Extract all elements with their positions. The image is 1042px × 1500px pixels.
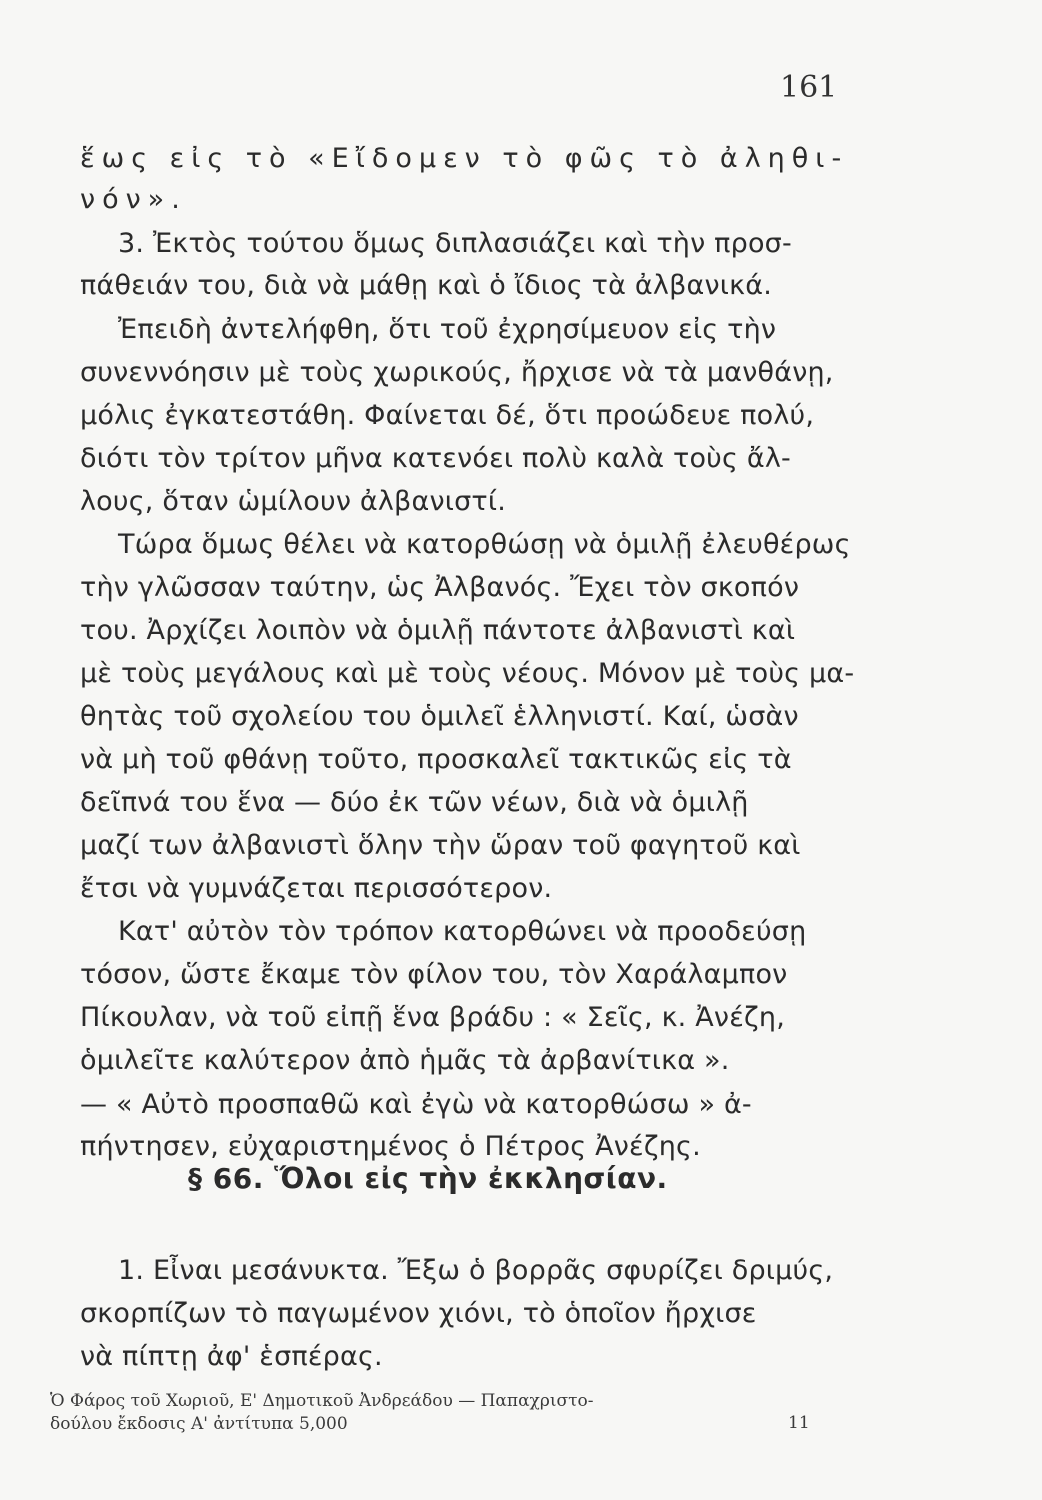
text-line: 3. Ἐκτὸς τούτου ὅμως διπλασιάζει καὶ τὴν προσ-: [118, 228, 792, 259]
text-line: τὴν γλῶσσαν ταύτην, ὡς Ἀλβανός. Ἔχει τὸν σκοπόν: [80, 572, 800, 603]
footnote-line: Ὁ Φάρος τοῦ Χωριοῦ, Ε' Δημοτικοῦ Ἀνδρεάδου — Παπαχριστο-: [50, 1391, 594, 1411]
signature-mark: 11: [788, 1413, 810, 1433]
text-line: νὰ μὴ τοῦ φθάνῃ τοῦτο, προσκαλεῖ τακτικῶς εἰς τὰ: [80, 744, 792, 775]
text-line: διότι τὸν τρίτον μῆνα κατενόει πολὺ καλὰ τοὺς ἄλ-: [80, 443, 791, 474]
text-line: Τώρα ὅμως θέλει νὰ κατορθώσῃ νὰ ὁμιλῇ ἐλευθέρως: [118, 529, 851, 560]
text-line: μὲ τοὺς μεγάλους καὶ μὲ τοὺς νέους. Μόνον μὲ τοὺς μα-: [80, 658, 855, 689]
text-line: δεῖπνά του ἕνα — δύο ἐκ τῶν νέων, διὰ νὰ ὁμιλῇ: [80, 787, 749, 818]
text-line: Πίκουλαν, νὰ τοῦ εἰπῇ ἕνα βράδυ : « Σεῖς, κ. Ἀνέζη,: [80, 1002, 785, 1033]
text-line: Κατ' αὐτὸν τὸν τρόπον κατορθώνει νὰ προοδεύσῃ: [118, 916, 807, 947]
text-line: ἔτσι νὰ γυμνάζεται περισσότερον.: [80, 873, 553, 904]
text-line: τόσον, ὥστε ἔκαμε τὸν φίλον του, τὸν Χαράλαμπον: [80, 959, 788, 990]
text-line: νόν».: [80, 184, 187, 215]
text-line: ἕως εἰς τὸ «Εἴδομεν τὸ φῶς τὸ ἀληθι-: [80, 143, 849, 174]
text-line: 1. Εἶναι μεσάνυκτα. Ἔξω ὁ βορρᾶς σφυρίζει δριμύς,: [118, 1255, 834, 1286]
text-line: πάθειάν του, διὰ νὰ μάθῃ καὶ ὁ ἴδιος τὰ ἀλβανικά.: [80, 270, 773, 301]
text-line: Ἐπειδὴ ἀντελήφθη, ὅτι τοῦ ἐχρησίμευον εἰς τὴν: [118, 314, 777, 345]
text-line: θητὰς τοῦ σχολείου του ὁμιλεῖ ἑλληνιστί. Καί, ὡσὰν: [80, 701, 799, 732]
page-number: 161: [780, 70, 838, 105]
text-line: πήντησεν, εὐχαριστημένος ὁ Πέτρος Ἀνέζης.: [80, 1131, 701, 1162]
text-line: του. Ἀρχίζει λοιπὸν νὰ ὁμιλῇ πάντοτε ἀλβανιστὶ καὶ: [80, 615, 796, 646]
text-line: σκορπίζων τὸ παγωμένον χιόνι, τὸ ὁποῖον ἤρχισε: [80, 1298, 757, 1329]
section-heading: § 66. Ὅλοι εἰς τὴν ἐκκλησίαν.: [188, 1162, 668, 1195]
text-line: συνεννόησιν μὲ τοὺς χωρικούς, ἤρχισε νὰ τὰ μανθάνῃ,: [80, 357, 834, 388]
text-line: λους, ὅταν ὡμίλουν ἀλβανιστί.: [80, 486, 506, 517]
text-line: νὰ πίπτῃ ἀφ' ἑσπέρας.: [80, 1341, 383, 1372]
text-line: ὁμιλεῖτε καλύτερον ἀπὸ ἡμᾶς τὰ ἀρβανίτικα ».: [80, 1045, 730, 1076]
footnote-line: δούλου ἔκδοσις Α' ἀντίτυπα 5,000: [50, 1414, 348, 1434]
text-line: — « Αὐτὸ προσπαθῶ καὶ ἐγὼ νὰ κατορθώσω » ἀ-: [80, 1089, 752, 1120]
text-line: μόλις ἐγκατεστάθη. Φαίνεται δέ, ὅτι προώδευε πολύ,: [80, 400, 815, 431]
text-line: μαζί των ἀλβανιστὶ ὅλην τὴν ὥραν τοῦ φαγητοῦ καὶ: [80, 830, 801, 861]
